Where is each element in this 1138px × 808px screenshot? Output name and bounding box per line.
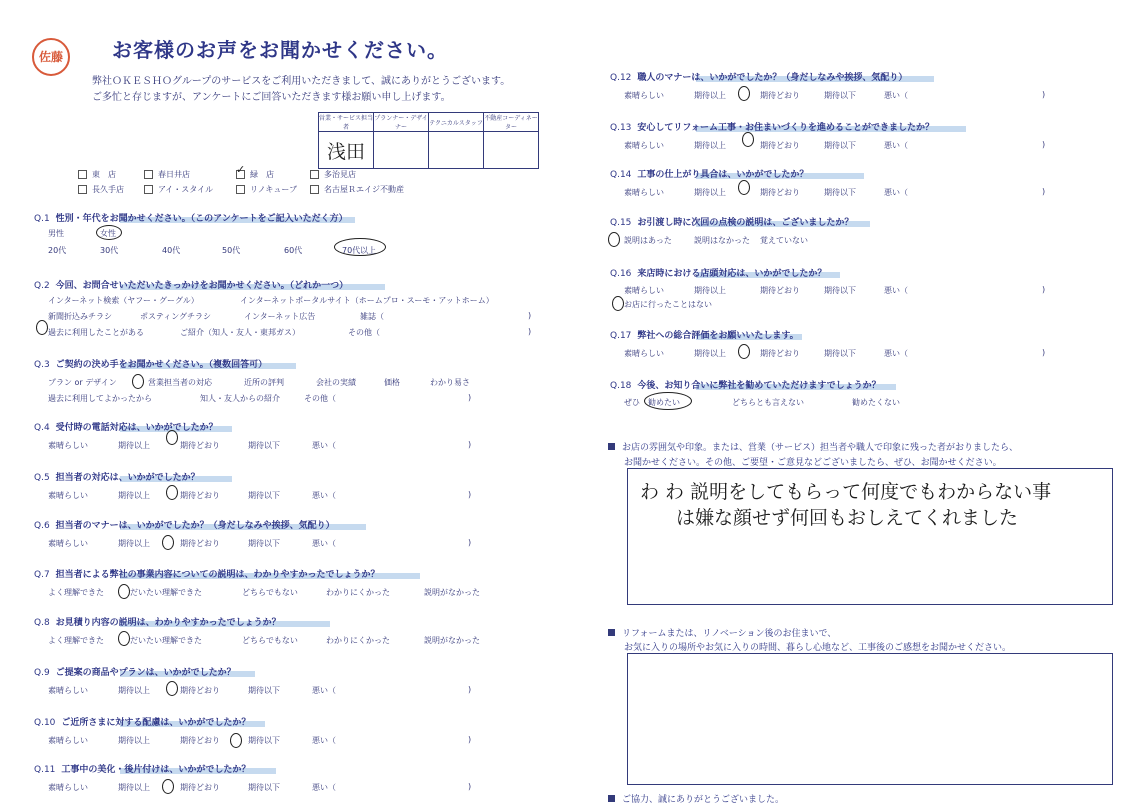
answer-option[interactable]: わかりにくかった <box>326 588 390 597</box>
answer-option[interactable]: 素晴らしい <box>48 686 88 695</box>
answer-option[interactable]: 素晴らしい <box>624 286 664 295</box>
answer-option[interactable]: 雑誌（ <box>360 312 384 321</box>
answer-option[interactable]: 説明はなかった <box>694 236 750 245</box>
staff-realestate-value[interactable] <box>484 132 539 169</box>
answer-option[interactable]: 期待以下 <box>248 441 280 450</box>
name-stamp: 佐藤 <box>32 38 70 76</box>
answer-option[interactable]: 説明がなかった <box>424 636 480 645</box>
question-q14: Q.14 工事の仕上がり具合は、いかがでしたか？ <box>610 170 809 180</box>
answer-option: ) <box>468 735 472 744</box>
question-q16: Q.16 来店時における店頭対応は、いかがでしたか？ <box>610 269 827 279</box>
answer-option[interactable]: わかり易さ <box>430 378 470 387</box>
answer-mark-q14 <box>738 180 750 195</box>
answer-option: ) <box>528 327 532 336</box>
answer-option[interactable]: 期待以上 <box>118 736 150 745</box>
staff-header: 不動産コーディネーター <box>484 113 539 132</box>
store-checkbox[interactable] <box>236 170 245 179</box>
comment2-textarea[interactable] <box>627 653 1113 785</box>
answer-option[interactable]: 過去に利用したことがある <box>48 328 144 337</box>
answer-option[interactable]: どちらとも言えない <box>732 398 804 407</box>
answer-option[interactable]: 期待以下 <box>824 141 856 150</box>
answer-option[interactable]: 悪い（ <box>312 441 336 450</box>
answer-mark-q6 <box>162 535 174 550</box>
answer-option[interactable]: 悪い（ <box>884 91 908 100</box>
answer-option[interactable]: インターネット検索（ヤフー・グーグル） <box>48 296 199 305</box>
bullet-square-icon <box>608 629 615 636</box>
store-label: 多治見店 <box>324 170 356 179</box>
answer-mark-q11 <box>162 779 174 794</box>
answer-option[interactable]: 期待以上 <box>118 686 150 695</box>
answer-option[interactable]: 悪い（ <box>884 188 908 197</box>
answer-option[interactable]: 悪い（ <box>312 686 336 695</box>
answer-option[interactable]: 素晴らしい <box>48 441 88 450</box>
intro-line-1: 弊社ＯＫＥＳＨＯグループのサービスをご利用いただきまして、誠にありがとうございます。 <box>92 76 511 87</box>
staff-planner-value[interactable] <box>374 132 429 169</box>
answer-option: ) <box>1042 140 1046 149</box>
answer-option[interactable]: よく理解できた <box>48 588 104 597</box>
closing-message: ご協力、誠にありがとうございました。 <box>608 792 784 805</box>
answer-option[interactable]: 期待以上 <box>694 141 726 150</box>
answer-option: ) <box>468 782 472 791</box>
store-label: 春日井店 <box>158 170 190 179</box>
answer-option: ) <box>1042 348 1046 357</box>
store-label: アイ・スタイル <box>158 185 214 194</box>
question-q1: Q.1 性別・年代をお聞かせください。（このアンケートをご記入いただく方） <box>34 214 348 224</box>
staff-technical-value[interactable] <box>429 132 484 169</box>
answer-option[interactable]: 期待どおり <box>760 141 800 150</box>
answer-option[interactable]: 期待以下 <box>824 349 856 358</box>
store-checkbox[interactable] <box>78 170 87 179</box>
answer-option[interactable]: 期待以下 <box>824 286 856 295</box>
answer-option[interactable]: 悪い（ <box>312 736 336 745</box>
answer-option[interactable]: 期待以上 <box>118 441 150 450</box>
question-q13: Q.13 安心してリフォーム工事・お住まいづくりを進めることができましたか？ <box>610 123 934 133</box>
answer-option[interactable]: 期待以下 <box>248 539 280 548</box>
answer-mark-q8 <box>118 631 130 646</box>
question-q17: Q.17 弊社への総合評価をお願いいたします。 <box>610 331 799 341</box>
answer-option[interactable]: 近所の評判 <box>244 378 284 387</box>
question-q11: Q.11 工事中の美化・後片付けは、いかがでしたか？ <box>34 765 251 775</box>
answer-option: ) <box>1042 285 1046 294</box>
answer-option[interactable]: 期待以下 <box>824 188 856 197</box>
answer-option: ) <box>1042 187 1046 196</box>
page-title: お客様のお声をお聞かせください。 <box>112 38 448 62</box>
answer-option[interactable]: 女性 <box>100 229 116 238</box>
answer-mark-q17 <box>738 344 750 359</box>
answer-option[interactable]: ポスティングチラシ <box>140 312 212 321</box>
answer-option[interactable]: 悪い（ <box>884 141 908 150</box>
comment1-prompt-2: お聞かせください。その他、ご要望・ご意見などございましたら、ぜひ、お聞かせください。 <box>624 458 1002 468</box>
answer-option[interactable]: 素晴らしい <box>48 539 88 548</box>
store-option[interactable] <box>78 184 124 195</box>
bullet-square-icon <box>608 443 615 450</box>
answer-option[interactable]: 悪い（ <box>312 539 336 548</box>
answer-option[interactable]: 期待以下 <box>248 783 280 792</box>
answer-mark-q4 <box>166 430 178 445</box>
store-option[interactable] <box>310 169 356 180</box>
answer-option[interactable]: ご紹介（知人・友人・東邦ガス） <box>180 328 300 337</box>
store-checkbox[interactable] <box>144 185 153 194</box>
answer-circle-q1-gender <box>96 225 122 240</box>
comment1-textarea[interactable] <box>627 468 1113 605</box>
answer-option[interactable]: 素晴らしい <box>48 491 88 500</box>
answer-option: ) <box>468 538 472 547</box>
answer-option[interactable]: 説明はあった <box>624 236 672 245</box>
answer-option[interactable]: 素晴らしい <box>624 188 664 197</box>
question-q3: Q.3 ご契約の決め手をお聞かせください。（複数回答可） <box>34 360 268 370</box>
answer-option[interactable]: 50代 <box>222 246 241 255</box>
answer-option[interactable]: 期待どおり <box>760 286 800 295</box>
question-q5: Q.5 担当者の対応は、いかがでしたか？ <box>34 473 200 483</box>
answer-option[interactable]: 期待どおり <box>180 491 220 500</box>
answer-option[interactable]: 70代以上 <box>342 246 377 255</box>
answer-option[interactable]: 男性 <box>48 229 64 238</box>
answer-option[interactable]: 期待どおり <box>760 349 800 358</box>
answer-option[interactable]: 40代 <box>162 246 181 255</box>
answer-option: ) <box>468 393 472 402</box>
answer-option[interactable]: 勧めたい <box>648 398 680 407</box>
bullet-square-icon <box>608 795 615 802</box>
answer-option[interactable]: 過去に利用してよかったから <box>48 394 152 403</box>
answer-option[interactable]: 期待以下 <box>824 91 856 100</box>
answer-option[interactable]: 期待どおり <box>180 441 220 450</box>
store-label: 名古屋Ｒエイジ不動産 <box>324 185 404 194</box>
question-q4: Q.4 受付時の電話対応は、いかがでしたか？ <box>34 423 218 433</box>
answer-option[interactable]: 素晴らしい <box>48 783 88 792</box>
answer-mark-q10 <box>230 733 242 748</box>
answer-mark-q9 <box>166 681 178 696</box>
answer-option[interactable]: プラン or デザイン <box>48 378 117 387</box>
answer-option[interactable]: 覚えていない <box>760 236 808 245</box>
answer-option[interactable]: 説明がなかった <box>424 588 480 597</box>
answer-option[interactable]: その他（ <box>348 328 380 337</box>
store-option[interactable] <box>78 169 116 180</box>
question-q7: Q.7 担当者による弊社の事業内容についての説明は、わかりやすかったでしょうか？ <box>34 570 380 580</box>
answer-option[interactable]: 素晴らしい <box>48 736 88 745</box>
answer-option[interactable]: 知人・友人からの紹介 <box>200 394 280 403</box>
answer-circle-q18 <box>644 392 692 410</box>
answer-option[interactable]: 60代 <box>284 246 303 255</box>
question-q12: Q.12 職人のマナーは、いかがでしたか？（身だしなみや挨拶、気配り） <box>610 73 908 83</box>
answer-option[interactable]: 会社の実績 <box>316 378 356 387</box>
answer-option[interactable]: 期待以下 <box>248 491 280 500</box>
answer-option[interactable]: その他（ <box>304 394 336 403</box>
staff-table <box>318 112 539 169</box>
answer-option[interactable]: 素晴らしい <box>624 141 664 150</box>
answer-mark-q3 <box>132 374 144 389</box>
store-checkbox[interactable] <box>310 170 319 179</box>
staff-header: テクニカルスタッフ <box>429 113 484 132</box>
answer-option[interactable]: 期待どおり <box>180 686 220 695</box>
store-checkbox[interactable] <box>78 185 87 194</box>
answer-option[interactable]: 期待どおり <box>180 783 220 792</box>
answer-option[interactable]: 期待どおり <box>180 539 220 548</box>
answer-mark-q15 <box>608 232 620 247</box>
answer-option[interactable]: インターネット広告 <box>244 312 316 321</box>
store-label: 緑 店 <box>250 170 274 179</box>
question-q6: Q.6 担当者のマナーは、いかがでしたか？（身だしなみや挨拶、気配り） <box>34 521 335 531</box>
staff-header: プランナー・デザイナー <box>374 113 429 132</box>
answer-mark-q16 <box>612 296 624 311</box>
answer-option[interactable]: 期待以上 <box>118 783 150 792</box>
answer-option[interactable]: 期待どおり <box>760 91 800 100</box>
answer-option[interactable]: 悪い（ <box>884 286 908 295</box>
question-q8: Q.8 お見積り内容の説明は、わかりやすかったでしょうか？ <box>34 618 281 628</box>
question-q10: Q.10 ご近所さまに対する配慮は、いかがでしたか？ <box>34 718 251 728</box>
answer-option[interactable]: わかりにくかった <box>326 636 390 645</box>
answer-option[interactable]: 期待以上 <box>118 491 150 500</box>
store-option[interactable] <box>236 169 274 180</box>
answer-option[interactable]: 悪い（ <box>312 783 336 792</box>
store-option[interactable] <box>310 184 404 195</box>
store-option[interactable] <box>236 184 297 195</box>
answer-option[interactable]: 期待以下 <box>248 686 280 695</box>
store-checkbox[interactable] <box>236 185 245 194</box>
answer-option[interactable]: 30代 <box>100 246 119 255</box>
answer-option[interactable]: どちらでもない <box>242 588 298 597</box>
staff-sales-value[interactable]: 浅田 <box>319 132 374 169</box>
answer-option[interactable]: 期待以上 <box>694 286 726 295</box>
answer-mark-q5 <box>166 485 178 500</box>
question-q15: Q.15 お引渡し時に次回の点検の説明は、ございましたか？ <box>610 218 854 228</box>
answer-option[interactable]: どちらでもない <box>242 636 298 645</box>
answer-option: ) <box>468 490 472 499</box>
answer-mark-q13 <box>742 132 754 147</box>
answer-mark-q2 <box>36 320 48 335</box>
store-option[interactable] <box>144 184 213 195</box>
question-q9: Q.9 ご提案の商品やプランは、いかがでしたか？ <box>34 668 236 678</box>
answer-option[interactable]: 価格 <box>384 378 400 387</box>
answer-mark-q7 <box>118 584 130 599</box>
answer-option[interactable]: 悪い（ <box>884 349 908 358</box>
question-q18: Q.18 今後、お知り合いに弊社を勧めていただけますでしょうか？ <box>610 381 881 391</box>
comment2-prompt: リフォームまたは、リノベーション後のお住まいで、 <box>608 626 836 639</box>
store-label: 東 店 <box>92 170 116 179</box>
answer-option[interactable]: 期待どおり <box>180 736 220 745</box>
answer-option: ) <box>1042 90 1046 99</box>
answer-option[interactable]: 期待以上 <box>118 539 150 548</box>
answer-option: ) <box>528 311 532 320</box>
comment2-prompt-2: お気に入りの場所やお気に入りの時間、暮らし心地など、工事後のご感想をお聞かせください。 <box>624 643 1012 653</box>
store-checkbox[interactable] <box>310 185 319 194</box>
answer-option[interactable]: 期待以上 <box>694 349 726 358</box>
answer-option[interactable]: よく理解できた <box>48 636 104 645</box>
answer-option: ) <box>468 685 472 694</box>
intro-line-2: ご多忙と存じますが、アンケートにご回答いただきます様お願い申し上げます。 <box>92 92 451 103</box>
comment1-answer-line-1: わ わ 説明をしてもらって何度でもわからない事 <box>640 481 1052 503</box>
answer-option[interactable]: インターネットポータルサイト（ホームプロ・スーモ・アットホーム） <box>240 296 494 305</box>
answer-mark-q12 <box>738 86 750 101</box>
answer-option[interactable]: 期待以下 <box>248 736 280 745</box>
answer-option: ) <box>468 440 472 449</box>
answer-option[interactable]: 素晴らしい <box>624 91 664 100</box>
answer-option[interactable]: 期待どおり <box>760 188 800 197</box>
comment1-prompt: お店の雰囲気や印象。または、営業（サービス）担当者や職人で印象に残った者がおりましたら、 <box>608 440 1018 453</box>
answer-option[interactable]: 悪い（ <box>312 491 336 500</box>
store-checkbox[interactable] <box>144 170 153 179</box>
store-label: 長久手店 <box>92 185 124 194</box>
answer-option[interactable]: 新聞折込みチラシ <box>48 312 112 321</box>
answer-circle-q1-age <box>334 238 386 256</box>
answer-option[interactable]: 20代 <box>48 246 67 255</box>
answer-option[interactable]: だいたい理解できた <box>130 588 202 597</box>
store-option[interactable] <box>144 169 190 180</box>
answer-option[interactable]: 期待以上 <box>694 188 726 197</box>
answer-option[interactable]: 期待以上 <box>694 91 726 100</box>
answer-option[interactable]: だいたい理解できた <box>130 636 202 645</box>
answer-option[interactable]: ぜひ <box>624 398 640 407</box>
comment1-answer-line-2: は嫌な顔せず何回もおしえてくれました <box>676 507 1019 529</box>
answer-option[interactable]: 営業担当者の対応 <box>148 378 212 387</box>
question-q2: Q.2 今回、お問合せいただいたきっかけをお聞かせください。（どれか一つ） <box>34 281 349 291</box>
staff-header: 営業・サービス担当者 <box>319 113 374 132</box>
store-label: リノキューブ <box>250 185 297 194</box>
answer-option[interactable]: 素晴らしい <box>624 349 664 358</box>
answer-option[interactable]: お店に行ったことはない <box>624 300 712 309</box>
answer-option[interactable]: 勧めたくない <box>852 398 900 407</box>
